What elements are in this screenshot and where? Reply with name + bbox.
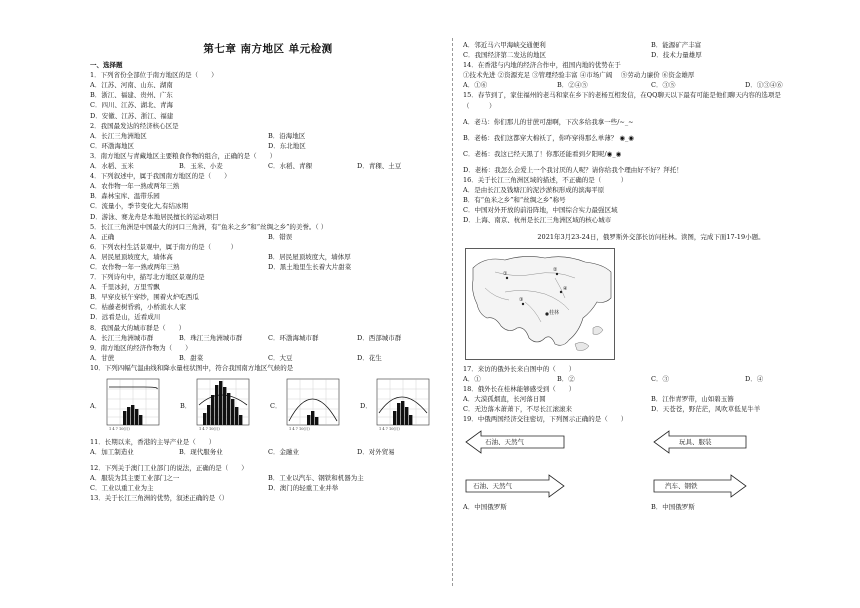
climate-chart-a [90,375,174,433]
q8-option-b: B．珠江三角洲城市群 [179,333,243,342]
svg-text:②: ② [553,266,558,273]
q17-options [463,374,839,384]
q17-option-b: B．② [557,374,575,383]
question-19: 19．中俄两国经济交往密切，下列图示正确的是（ ） [463,415,628,424]
q13-options-row1 [463,40,839,50]
q3-option-d: D．青稞、土豆 [357,162,402,171]
q19-option-a: A．中国俄罗斯 [463,503,507,512]
q4-option-a: A．农作物一年一熟或两年三熟 [90,182,180,191]
q3-option-c: C．水稻、青稞 [268,162,312,171]
q7-option-d: D．远看是山，近看成川 [90,313,161,322]
svg-text:1 4 7 10(月): 1 4 7 10(月) [199,427,220,431]
q13-option-b: B．能源矿产丰富 [651,41,702,49]
question-4: 4．下列叙述中，属于我国南方地区的是（ ） [90,172,231,181]
q14-option-d: D．①③④⑥ [745,81,783,90]
q7-option-a: A．千里冰封，万里雪飘 [90,283,160,292]
q15-option-a: A．老马：你们那儿的甘蔗可甜啊，下次多给我拿一些/~_~ [463,117,634,126]
column-divider [452,38,453,586]
question-14: 14．在香港与内地的经济合作中，祖国内地的优势在于 [463,61,621,70]
svg-text:1 4 7 10(月): 1 4 7 10(月) [379,427,400,431]
question-17: 17．来访的俄外长来自图中的（ ） [463,364,576,373]
q5-option-b: B．错误 [268,232,293,241]
q18-option-a: A．大漠孤烟直，长河落日圆 [463,394,546,403]
q15-option-d: D．老杨：我怎么会爱上一个我讨厌的人呢？请你给我个理由好不好？拜托！ [463,165,683,174]
q9-option-b: B．甜菜 [179,353,204,362]
q8-option-a: A．长江三角洲城市群 [90,333,154,342]
question-10: 10．下列四幅气温曲线和降水量柱状图中，符合我国南方地区气候的是 [90,363,294,372]
chart-a-graphic [99,375,174,433]
q12-option-b: B．工业以汽车、钢铁和机器为主 [268,474,364,483]
q4-option-d: D．游泳、赛龙舟是本地居民擅长的运动项目 [90,212,219,221]
q1-option-d: D．安徽、江苏、浙江、福建 [90,111,174,120]
left-column [90,0,446,504]
q6-option-a: A．居民屋顶坡度大，墙体高 [90,252,173,261]
q6-option-d: D．黑土地里生长着大片甜菜 [268,262,352,271]
q12-options-row1 [90,473,446,483]
climate-chart-c [270,375,354,433]
right-column [463,40,839,512]
question-15: 15．春节到了，家住福州的老马和家在乡下的老杨互相发信，在QQ聊天以下最有可能是他们聊天内容的选项是 [463,91,781,100]
question-6: 6．下列农村生活景观中，属于南方的是（ ） [90,242,238,251]
q14-options [463,80,839,90]
q2-option-a: A．长江三角洲地区 [90,131,147,140]
q16-option-b: B．有“鱼米之乡”和“丝绸之乡”称号 [463,196,566,205]
q2-options-row2 [90,141,446,151]
chart-b-graphic [189,375,264,433]
climate-chart-d [360,375,444,433]
q7-option-b: B．早穿皮袄午穿纱，围着火炉吃西瓜 [90,293,199,302]
q2-options-row1 [90,131,446,141]
q13-option-a: A．邻近马六甲海峡交通便利 [463,41,546,49]
q4-option-c: C．流量小，季节变化大,有结冰期 [90,202,189,211]
q5-options [90,232,446,242]
arrow-label-3: 石油、天然气 [473,482,512,491]
q11-option-d: D．对外贸易 [357,448,395,457]
q18-option-d: D．天苍苍，野茫茫，风吹草低见牛羊 [651,404,761,413]
question-3: 3．南方地区与青藏地区主要粮食作物的组合，正确的是（ ） [90,151,277,160]
arrow-right-2 [653,474,747,498]
q17-option-d: D．④ [745,374,764,383]
q2-option-c: C．环渤海地区 [90,141,134,150]
q8-option-d: D．西部城市群 [357,333,402,342]
chart-a-label: A． [90,402,102,410]
q5-option-a: A．正确 [90,232,115,241]
chart-c-graphic [279,375,354,433]
q16-option-a: A．是由长江及钱塘江的泥沙淤积形成的滨海平原 [463,186,605,195]
q17-option-a: A．① [463,374,481,383]
climate-charts [90,375,446,433]
chart-d-graphic [369,375,444,433]
q13-option-c: C．我国经济第二发达的地区 [463,51,546,60]
chart-b-label: B． [180,402,192,410]
q18-option-c: C．无边落木萧萧下，不尽长江滚滚来 [463,404,572,413]
q13-option-d: D．技术力量雄厚 [651,51,702,60]
trade-arrows [463,424,839,502]
q1-option-b: B．浙江、福建、贵州、广东 [90,91,173,100]
q9-option-c: C．大豆 [268,353,293,362]
q9-option-d: D．花生 [357,353,382,362]
map-graphic [465,248,615,360]
q8-options [90,333,446,343]
q19-options [463,502,839,512]
arrow-label-4: 汽车、钢铁 [665,482,698,491]
q14-statements: ①技术先进 ②资源充足 ③管理经验丰富 ④市场广阔 ⑤劳动力廉价 ⑥资金雄厚 [463,71,695,80]
q14-option-b: B．②④⑤ [557,81,588,90]
question-2: 2．我国最发达的经济核心区是 [90,121,179,130]
q18-options-row1 [463,394,839,404]
q12-option-d: D．澳门的轻重工业并举 [268,484,339,493]
question-5: 5．长江三角洲是中国最大的河口三角洲，有“鱼米之乡”和“丝绸之乡”的美誉。（ ） [90,222,328,231]
arrow-right-1 [465,474,565,498]
section-heading: 一、选择题 [90,61,123,70]
q18-options-row2 [463,404,839,414]
question-11: 11．长期以来，香港的主导产业是（ ） [90,438,216,446]
arrow-label-1: 石油、天然气 [485,438,524,447]
q16-option-c: C．中国对外开放的前沿阵地，中国综合实力最强区域 [463,206,618,215]
q6-option-b: B．居民屋顶坡度大，墙体厚 [268,252,351,261]
q11-option-b: B．现代服务业 [179,448,223,457]
question-18: 18．俄外长在桂林能够感受到（ ） [463,384,576,393]
q6-options-row2 [90,262,446,272]
q3-option-a: A．水稻、玉米 [90,162,134,171]
q16-option-d: D．上海、南京、杭州是长江三角洲区域的核心城市 [463,216,612,225]
q17-option-c: C．③ [651,374,669,383]
page-title: 第七章 南方地区 单元检测 [203,43,333,55]
q11-options [90,447,446,457]
q18-option-b: B．江作青罗带，山如碧玉簪 [651,394,734,403]
question-7: 7．下列诗句中，描写北方地区景观的是 [90,273,205,282]
q4-option-b: B．森林宝库、温带乐园 [90,192,160,201]
q14-option-c: C．③⑤ [651,81,676,90]
q12-option-c: C．工业以重工业为主 [90,484,154,493]
q3-option-b: B．玉米、小麦 [179,162,223,171]
q1-option-c: C．四川、江苏、湖北、青海 [90,101,173,110]
question-15-blank: （ ） [463,101,496,110]
asia-map [465,248,615,360]
q2-option-d: D．东北地区 [268,141,306,150]
q9-options [90,353,446,363]
q12-options-row2 [90,483,446,493]
question-1: 1．下列省份全部位于南方地区的是（ ） [90,71,218,80]
question-9: 9．南方地区的经济作物为（ ） [90,343,192,352]
climate-chart-b [180,375,264,433]
q13-options-row2 [463,50,839,60]
question-13: 13．关于长江三角洲的优势，叙述正确的是（） [90,494,229,503]
map-city-label: 桂林 [549,309,560,316]
q9-option-a: A．甘蔗 [90,353,115,362]
svg-text:③: ③ [519,296,524,303]
question-12: 12．下列关于澳门工业部门的说法，正确的是（ ） [90,464,248,473]
q6-options-row1 [90,252,446,262]
question-16: 16．关于长江三角洲区域的描述，不正确的是（ ） [463,176,628,185]
q19-option-b: B．中国俄罗斯 [651,503,695,512]
q12-option-a: A．服装为其主要工业部门之一 [90,474,180,483]
svg-text:1 4 7 10(月): 1 4 7 10(月) [109,427,130,431]
q3-options [90,161,446,171]
q11-option-a: A．加工制造业 [90,448,134,457]
chart-c-label: C． [270,402,282,410]
arrow-label-2: 玩具、服装 [679,438,712,447]
chart-d-label: D． [360,402,372,410]
arrow-left-2 [653,430,747,454]
q1-option-a: A．江苏、河南、山东、湖南 [90,81,173,90]
question-8: 8．我国最大的城市群是（ ） [90,323,186,332]
svg-text:④: ④ [563,285,568,292]
q14-option-a: A．①⑥ [463,81,488,90]
arrow-left-1 [465,430,565,454]
svg-text:①: ① [503,270,508,277]
q8-option-c: C．环渤海城市群 [268,333,319,342]
q15-option-b: B．老杨：我们这都穿大棉袄了，你咋穿得那么单薄？ ◉_◉ [463,133,634,142]
passage-intro: 2021年3月23-24日，俄罗斯外交部长访问桂林。读图，完成下面17-19小题。 [537,232,765,241]
q2-option-b: B．沿海地区 [268,131,306,140]
svg-text:1 4 7 10(月): 1 4 7 10(月) [289,427,310,431]
q6-option-c: C．农作物一年一熟或两年三熟 [90,262,180,271]
q15-option-c: C．老杨：我这已经天黑了！你那还能看到夕阳呢/◉_◉ [463,149,622,158]
q7-option-c: C．枯藤老树昏鸦，小桥流水人家 [90,303,186,312]
q11-option-c: C．金融业 [268,448,299,457]
